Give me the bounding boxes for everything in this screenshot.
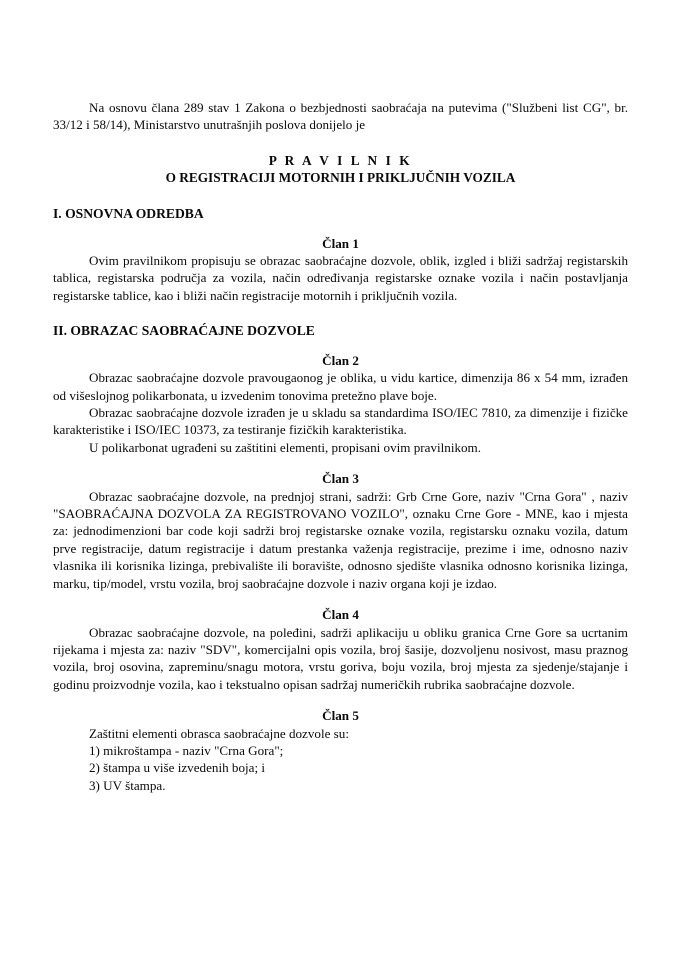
- section-heading-1: I. OSNOVNA ODREDBA: [53, 206, 204, 221]
- article-paragraph: Obrazac saobraćajne dozvole pravougaonog je oblika, u vidu kartice, dimenzija 86 x 54 mm, izrađen od višeslojnog polikarbonata, u izvedenim tonovima pretežno plave boje.: [53, 370, 628, 403]
- article-label-5: Član 5: [322, 708, 359, 724]
- article-paragraph: Obrazac saobraćajne dozvole, na poleđini, sadrži aplikaciju u obliku granica Crne Gore sa ucrtanim rijekama i mjesta za: naziv "SDV", komercijalni opis vozila, broj šasije, dozvoljenu nosivost, masu praznog vozila, broj osovina, zapreminu/snagu motora, vrstu goriva, boju vozila, broj mjesta za sjedenje/stajanje i godinu proizvodnje vozila, kao i tekstualno opisan sadržaj numeričkih rubrika saobraćajne dozvole.: [53, 624, 628, 692]
- article-label-1: Član 1: [322, 235, 359, 251]
- article-paragraph: Obrazac saobraćajne dozvole, na prednjoj strani, sadrži: Grb Crne Gore, naziv "Crna Gora" , naziv "SAOBRAĆAJNA DOZVOLA ZA REGISTROVANO VOZILO", oznaku Crne Gore - MNE, kao i mjesta za: jednodimenzioni bar code koji sadrži broj registarske oznake vozila, registarsku oznaku vozila, datum prve registracije, datum registracije i datum prestanka važenja registracije, prezime i ime, odnosno naziv vlasnika ili korisnika lizinga, prebivalište ili boravište, odnosno sjedište vlasnika odnosno korisnika lizinga, marku, tip/model, vrstu vozila, broj saobraćajne dozvole i naziv organa koji je izdao.: [53, 488, 628, 591]
- intro-paragraph: Na osnovu člana 289 stav 1 Zakona o bezbjednosti saobraćaja na putevima ("Službeni list CG", br. 33/12 i 58/14), Ministarstvo unutrašnjih poslova donijelo je: [53, 100, 628, 133]
- spacer: [53, 340, 628, 352]
- spacer: [53, 223, 628, 235]
- spacer: [53, 134, 628, 152]
- section-heading-2: II. OBRAZAC SAOBRAĆAJNE DOZVOLE: [53, 323, 315, 339]
- list-item: 2) štampa u više izvedenih boja; i: [89, 760, 265, 776]
- article-paragraph: Obrazac saobraćajne dozvole izrađen je u skladu sa standardima ISO/IEC 7810, za dimenzije i fizičke karakteristike i ISO/IEC 10373, za testiranje fizičkih karakteristika.: [53, 405, 628, 438]
- document-title-sub: O REGISTRACIJI MOTORNIH I PRIKLJUČNIH VOZILA: [165, 170, 516, 186]
- article-label-2: Član 2: [322, 352, 359, 368]
- article-lead-line: Zaštitni elementi obrasca saobraćajne dozvole su:: [89, 725, 349, 741]
- article-label-4: Član 4: [322, 607, 359, 623]
- article-paragraph: U polikarbonat ugrađeni su zaštitini elementi, propisani ovim pravilnikom.: [89, 439, 482, 455]
- list-item: 3) UV štampa.: [89, 777, 166, 793]
- list-item: 1) mikroštampa - naziv "Crna Gora";: [89, 742, 284, 758]
- spacer: [53, 456, 628, 470]
- spacer: [53, 592, 628, 606]
- spacer: [53, 304, 628, 322]
- document-title-main: P R A V I L N I K: [268, 152, 413, 168]
- document-body: [53, 99, 628, 794]
- article-paragraph: Ovim pravilnikom propisuju se obrazac saobraćajne dozvole, oblik, izgled i bliži sadržaj registarskih tablica, registarska područja za vozila, način određivanja registarske oznake vozila i način postavljanja registarske tablice, kao i bliži način registracije motornih i priključnih vozila.: [53, 253, 628, 303]
- article-label-3: Član 3: [322, 471, 359, 487]
- spacer: [53, 187, 628, 205]
- spacer: [53, 693, 628, 707]
